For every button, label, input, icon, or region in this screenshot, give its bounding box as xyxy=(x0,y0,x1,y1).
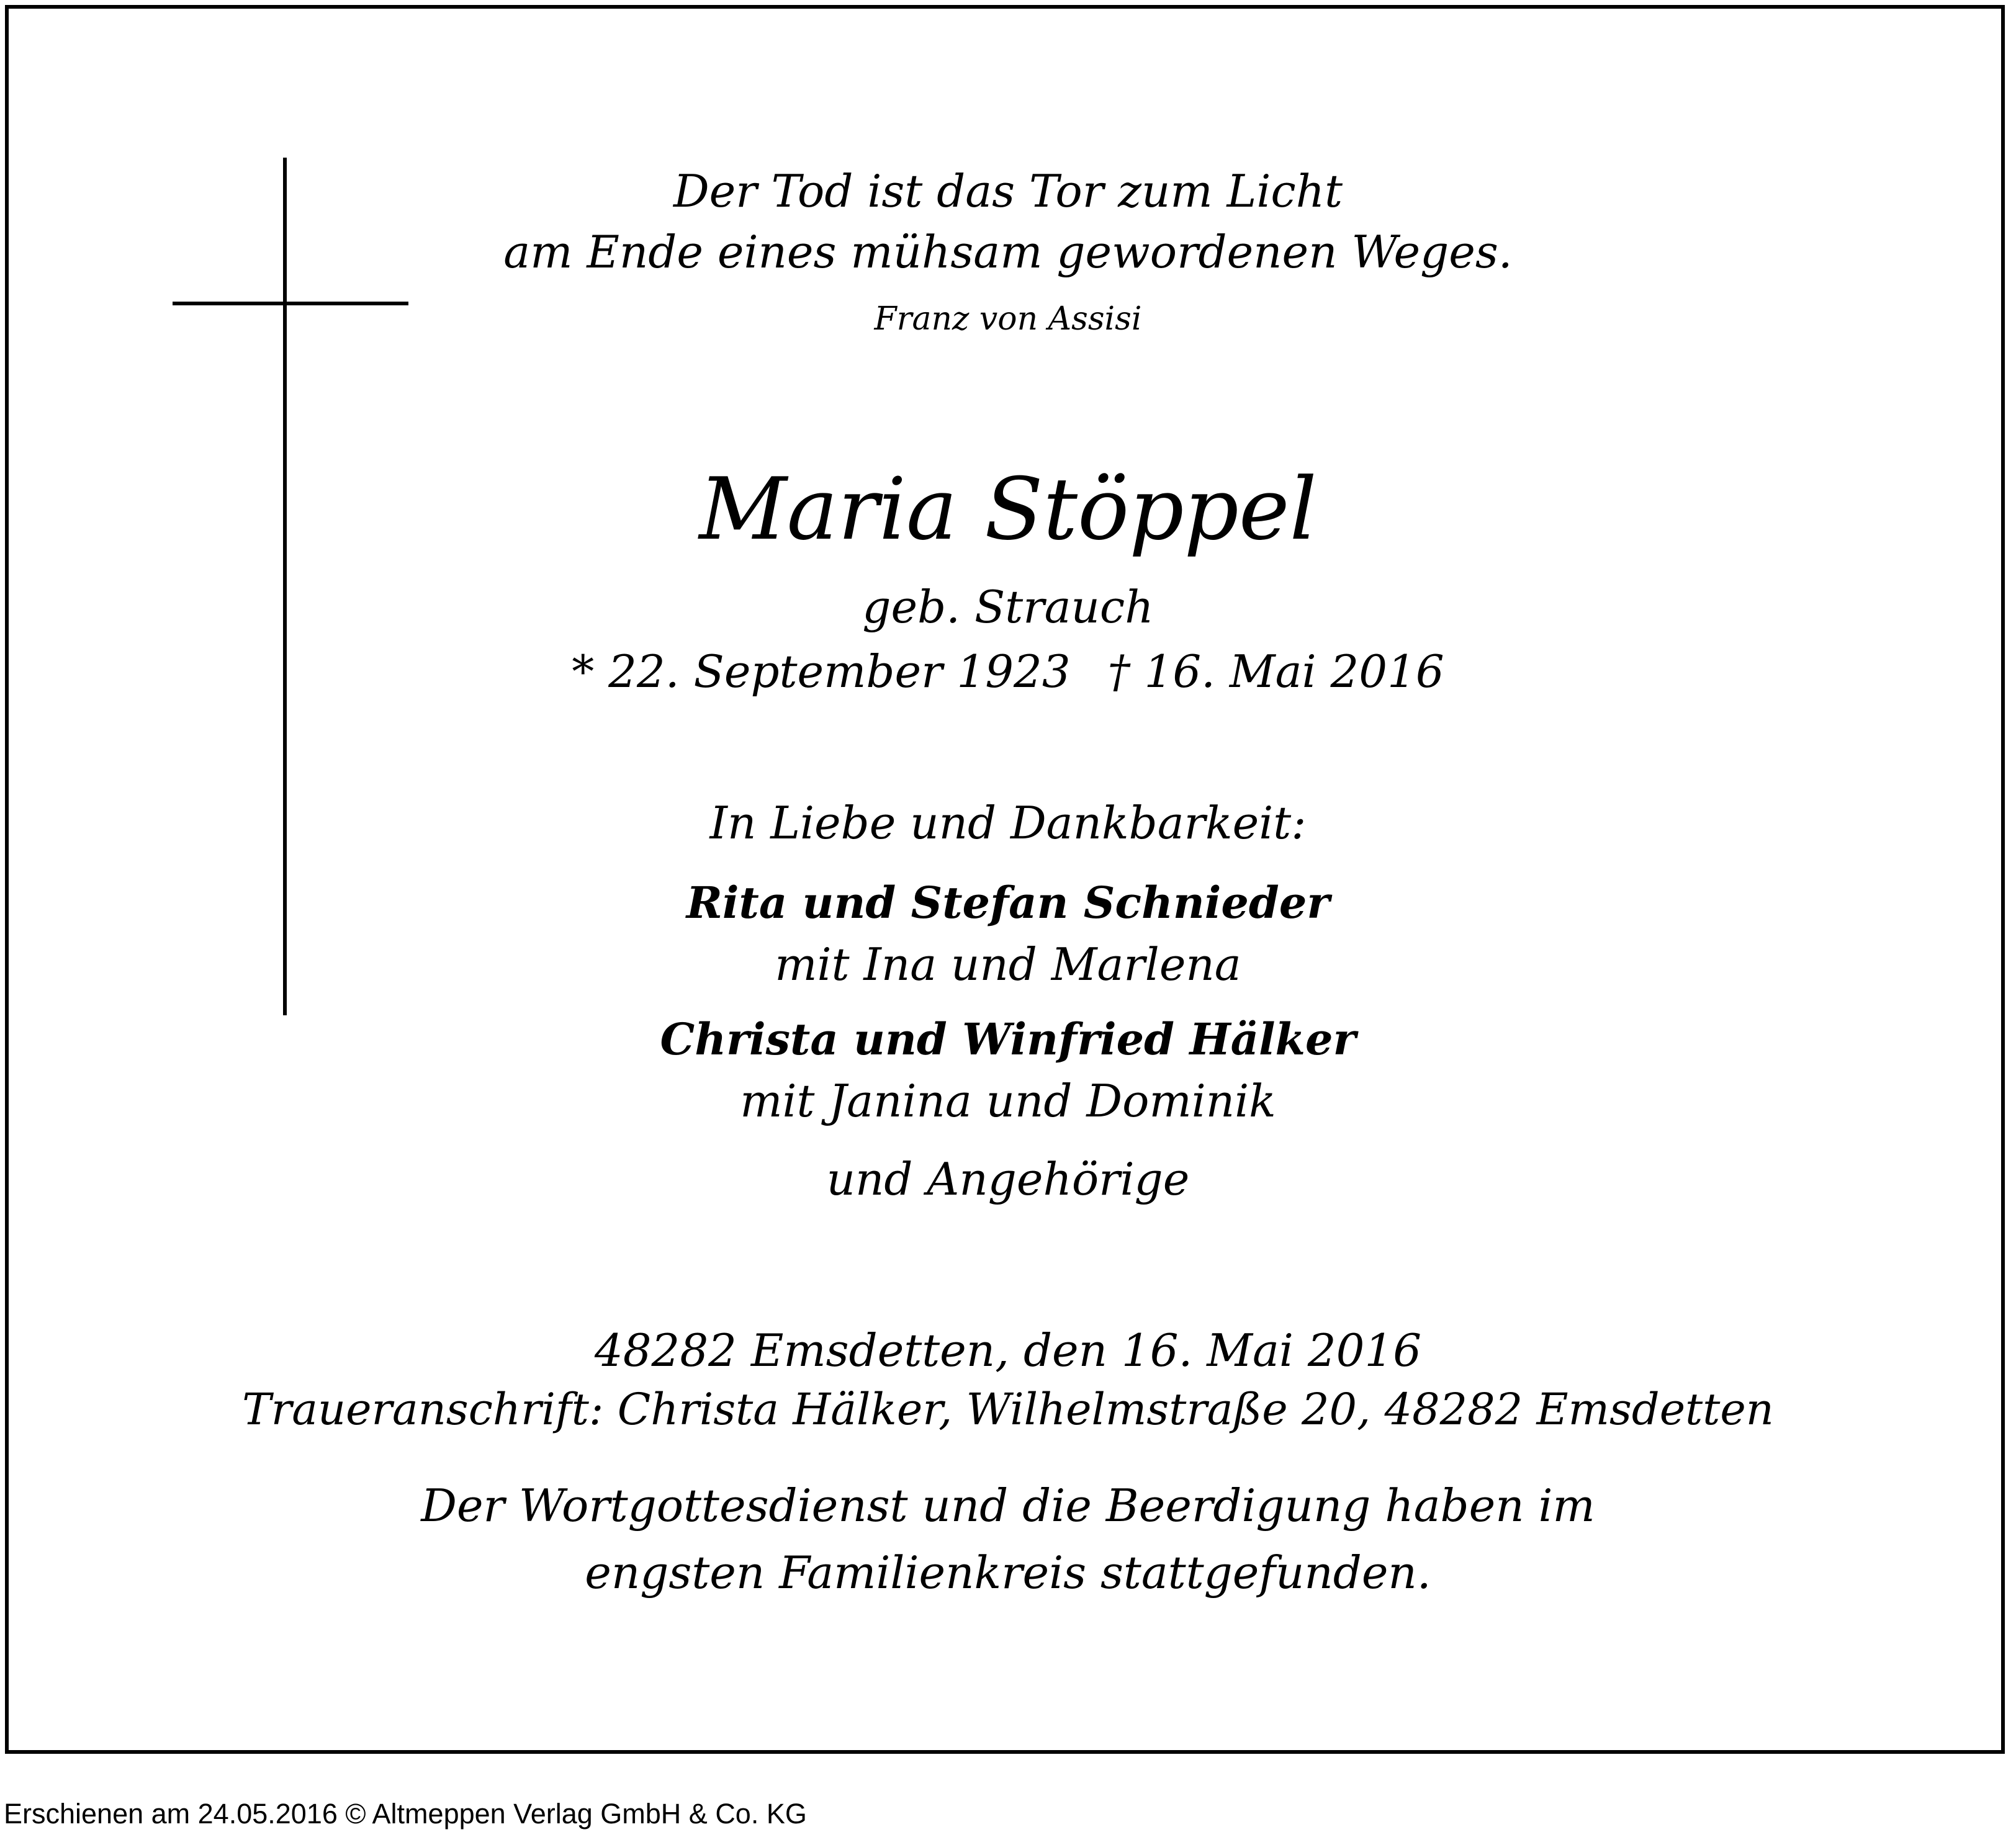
other-relatives: und Angehörige xyxy=(826,1153,1190,1205)
life-dates xyxy=(0,645,2016,698)
publication-footer: Erschienen am 24.05.2016 © Altmeppen Verlag GmbH & Co. KG xyxy=(4,1798,807,1830)
family-2-names: Christa und Winfried Hälker xyxy=(660,1013,1356,1065)
quote-line-2: am Ende eines mühsam gewordenen Weges. xyxy=(503,226,1513,278)
family-1-children: mit Ina und Marlena xyxy=(775,938,1241,990)
service-note-line-1: Der Wortgottesdienst und die Beerdigung haben im xyxy=(421,1480,1595,1532)
quote-line-1: Der Tod ist das Tor zum Licht xyxy=(673,165,1343,217)
service-note-line-2: engsten Familienkreis stattgefunden. xyxy=(585,1547,1431,1599)
family-1-names: Rita und Stefan Schnieder xyxy=(686,877,1330,928)
mourning-address: Traueranschrift: Christa Hälker, Wilhelmstraße 20, 48282 Emsdetten xyxy=(242,1384,1774,1435)
deceased-name: Maria Stöppel xyxy=(699,459,1317,559)
death-date: † 16. Mai 2016 xyxy=(1107,645,1444,698)
birth-date: * 22. September 1923 xyxy=(572,645,1071,698)
place-date: 48282 Emsdetten, den 16. Mai 2016 xyxy=(594,1324,1422,1376)
quote-author: Franz von Assisi xyxy=(874,300,1142,338)
mourners-intro: In Liebe und Dankbarkeit: xyxy=(709,797,1307,849)
family-2-children: mit Janina und Dominik xyxy=(740,1075,1276,1127)
maiden-name: geb. Strauch xyxy=(862,581,1154,633)
